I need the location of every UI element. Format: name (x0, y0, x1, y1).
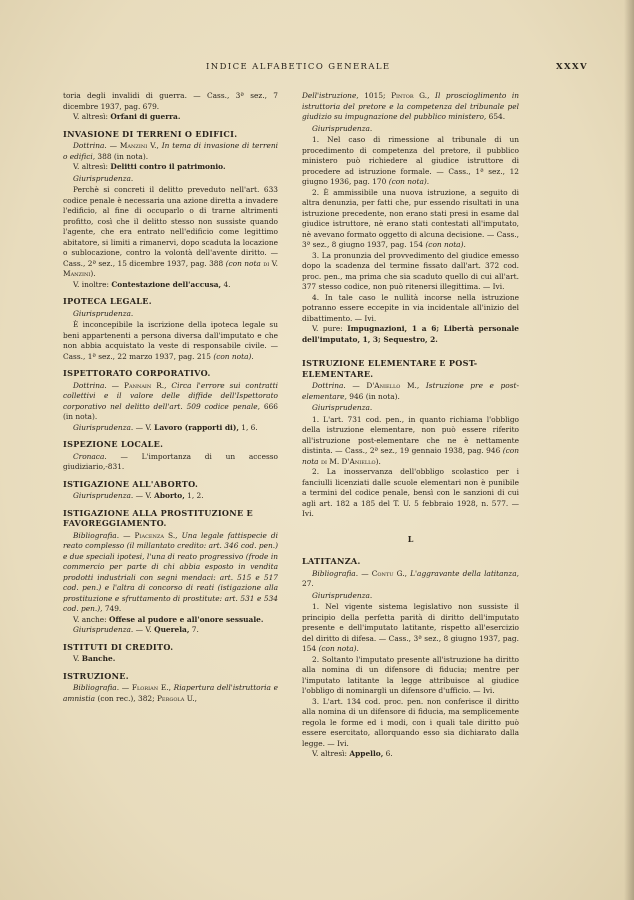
entry-continuation: toria degli invalidi di guerra. — Cass., 3ª sez., 7 dicembre 1937, pag. 679. (63, 91, 278, 111)
entry-paragraph: Perchè si concreti il delitto preveduto nell'art. 633 codice penale è necessaria una azione diretta a invadere l'edificio, al fine di occuparlo o di trarne altrimenti profitto, così che il delitto stesso non sussiste quando l'agente, che era entrato nell'edificio come legittimo abitatore, si limiti a rimanervi, dopo scaduta la locazione o sublocazione, contro la volontà dell'avente diritto. — Cass., 2ª sez., 15 dicembre 1937, pag. 388 (con nota di V. Manzini). (63, 185, 279, 278)
section-label: Giurisprudenza. (312, 123, 373, 133)
see-also-line: V. inoltre: Contestazione dell'accusa, 4. (73, 279, 231, 289)
entry-paragraph: È inconcepibile la iscrizione della ipoteca legale su beni appartenenti a persona diversa dall'imputato e che non abbia acquistato la veste di responsabile civile. — Cass., 1ª sez., 22 marzo 1937, pag. 215 (con nota). (63, 320, 278, 361)
see-also-line: V. altresì: Orfani di guerra. (73, 112, 181, 121)
entry-heading: ISTIGAZIONE ALLA PROSTITUZIONE E FAVOREGGIAMENTO. (63, 507, 254, 528)
page-edge-shadow (624, 0, 634, 900)
letter-divider: L (407, 533, 414, 544)
entry-continuation: Dell'istruzione, 1015; Pintor G., Il proscioglimento in istruttoria del pretore e la competenza del tribunale pel giudizio su impugnazione del pubblico ministero, 654. (302, 91, 519, 121)
entry-paragraph: 2. Soltanto l'imputato presente all'istruzione ha diritto alla nomina di un difensore di fiducia; mentre per l'imputato latitante la legge attribuisce al giudice l'obbligo di nominargli un difensore d'ufficio. — Ivi. (302, 654, 519, 695)
entry-paragraph: 2. La inosservanza dell'obbligo scolastico per i fanciulli licenziati dalle scuole elementari non è punibile a termini del codice penale, bensì con le sanzioni di cui agli art. 182 a 185 del T. U. 5 febbraio 1928, n. 577. — Ivi. (302, 467, 519, 518)
entry-heading: ISTRUZIONE ELEMENTARE E POST-ELEMENTARE. (302, 358, 478, 379)
see-also-line: V. altresì: Delitti contro il patrimonio. (73, 162, 226, 171)
bibliografia-line: Bibliografia. — Piacenza S., Una legale fattispecie di reato complesso (il millantato credito: art. 346 cod. pen.) e due speciali ipotesi, l'una di reato progressivo (frode in commercio per parte di chi abbia esposto in vendita prodotti industriali con segni mendaci: art. 515 e 517 cod. pen.) e l'altra di concorso di reati (istigazione alla prostituzione e sfruttamento di prostitute: art. 531 e 534 cod. pen.), 749. (63, 530, 278, 613)
dottrina-line: Dottrina. — D'Aniello M., Istruzione pre e post-elementare, 946 (in nota). (302, 381, 519, 401)
entry-heading: ISTIGAZIONE ALL'ABORTO. (63, 478, 199, 489)
section-label: Giurisprudenza. (312, 403, 373, 412)
entry-heading: ISPETTORATO CORPORATIVO. (63, 368, 211, 378)
see-also-line: V. pure: Impugnazioni, 1 a 6; Libertà personale dell'imputato, 1, 3; Sequestro, 2. (302, 324, 519, 344)
entry-paragraph: 1. Nel caso di rimessione al tribunale di un procedimento di competenza del pretore, il pubblico ministero può richiedere al giudice istruttore di procedere ad istruzione formale. — Cass., 1ª sez., 12 giugno 1936, pag. 170 (con nota). (302, 135, 519, 186)
section-label: Giurisprudenza. (73, 173, 134, 183)
running-head-title: INDICE ALFABETICO GENERALE (206, 62, 391, 72)
entry-heading: ISTRUZIONE. (63, 670, 129, 681)
see-also-line: Giurisprudenza. — V. Querela, 7. (73, 625, 199, 634)
see-also-line: Giurisprudenza. — V. Aborto, 1, 2. (73, 491, 204, 500)
cronaca-line: Cronaca. — L'importanza di un accesso giudiziario,-831. (63, 451, 278, 471)
entry-heading: ISTITUTI DI CREDITO. (63, 641, 174, 652)
entry-paragraph: 4. In tale caso le nullità incorse nella istruzione potranno essere eccepite in via incidentale all'inizio del dibattimento. — Ivi. (302, 292, 519, 323)
page-number: XXXV (556, 62, 588, 72)
dottrina-line: Dottrina. — Manzini V., In tema di invasione di terreni o edifici, 388 (in nota). (63, 141, 278, 161)
see-also-line: V. anche: Offese al pudore e all'onore sessuale. (73, 614, 264, 624)
see-also-line: V. altresì: Appello, 6. (312, 749, 393, 758)
dottrina-line: Dottrina. — Pannain R., Circa l'errore sui contratti collettivi e il valore delle diffide dell'Ispettorato corporativo nel delitto dell'art. 509 codice penale, 666 (in nota). (63, 380, 278, 421)
section-label: Giurisprudenza. (73, 308, 134, 318)
section-label: Giurisprudenza. (312, 590, 373, 600)
entry-paragraph: 2. È ammissibile una nuova istruzione, a seguito di altra denunzia, per fatti che, pur essendo risultati in una istruzione precedente, non erano stati presi in esame dal giudice istruttore, nè erano stati contestati all'imputato, nè avevano formato oggetto di alcuna decisione. — Cass., 3ª sez., 8 giugno 1937, pag. 154 (con nota). (302, 187, 519, 249)
entry-paragraph: 1. Nel vigente sistema legislativo non sussiste il principio della perfetta parità di diritto dell'imputato presente e dell'imputato latitante, rispetto all'esercizio del diritto di difesa. — Cass., 3ª sez., 8 giugno 1937, pag. 154 (con nota). (302, 602, 519, 653)
entry-paragraph: 3. La pronunzia del provvedimento del giudice emesso dopo la scadenza del termine fissato dall'art. 372 cod. proc. pen., ma prima che sia scaduto quello di cui all'art. 377 stesso codice, non può ritenersi illegittima. — Ivi. (302, 250, 519, 291)
bibliografia-line: Bibliografia. — Florian E., Riapertura dell'istruttoria e amnistia (con rec.), 382; Pergola U., (63, 683, 278, 703)
entry-paragraph: 3. L'art. 134 cod. proc. pen. non conferisce il diritto alla nomina di un difensore di fiducia, ma semplicemente regola le forme ed i modi, con i quali tale diritto può essere esercitato, allorquando esso sia dichiarato dalla legge. — Ivi. (302, 696, 519, 748)
entry-heading: INVASIONE DI TERRENI O EDIFICI. (63, 128, 238, 139)
see-also-line: V. Banche. (73, 654, 116, 663)
bibliografia-line: Bibliografia. — Contu G., L'aggravante della latitanza, 27. (302, 568, 519, 588)
right-column (302, 91, 519, 760)
see-also-line: Giurisprudenza. — V. Lavoro (rapporti di), 1, 6. (73, 422, 258, 432)
left-column (63, 91, 278, 704)
entry-heading: IPOTECA LEGALE. (63, 296, 152, 306)
entry-heading: ISPEZIONE LOCALE. (63, 439, 164, 449)
entry-paragraph: 1. L'art. 731 cod. pen., in quanto richiama l'obbligo della istruzione elementare, non può essere riferito all'istruzione post-elementare che ne è nettamente distinta. — Cass., 2ª sez., 19 gennaio 1938, pag. 946 (con nota di M. D'Aniello). (302, 414, 519, 466)
entry-heading: LATITANZA. (302, 556, 361, 566)
